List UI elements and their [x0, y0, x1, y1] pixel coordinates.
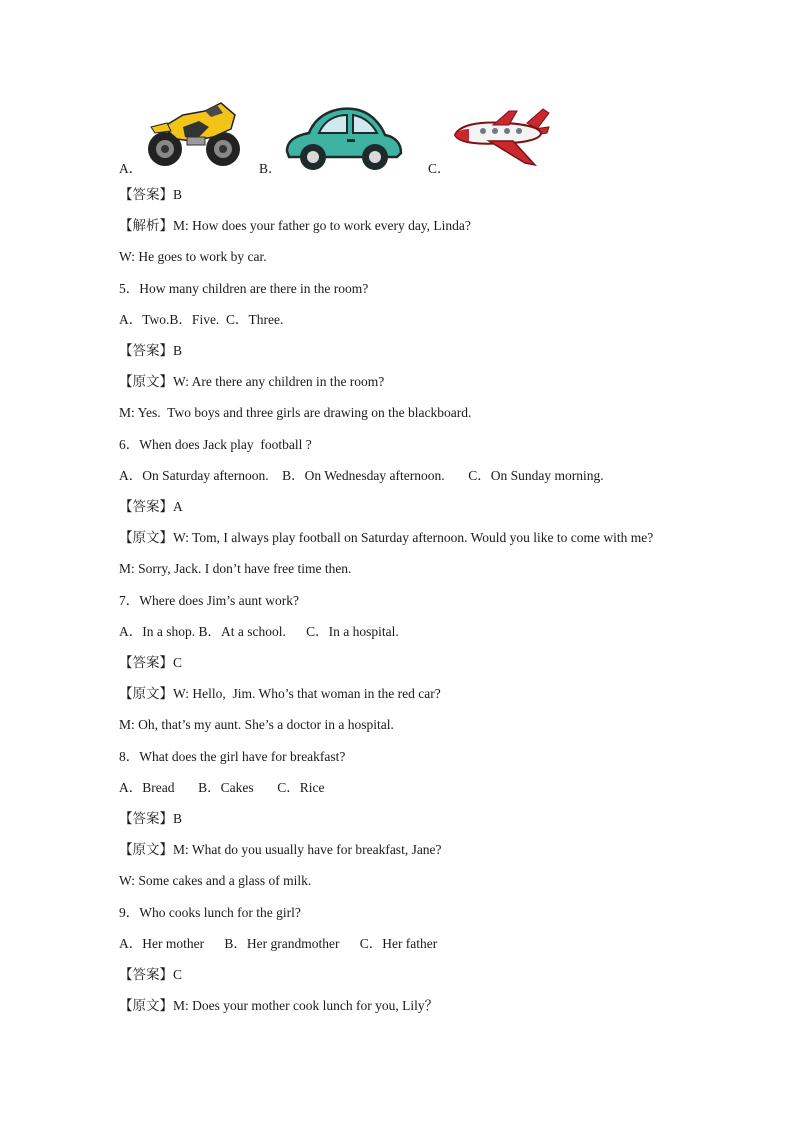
transcript-line-q8: 【原文】M: What do you usually have for breakfast, Jane?	[119, 842, 442, 857]
dialogue-line-q5: M: Yes. Two boys and three girls are drawing on the blackboard.	[119, 405, 472, 420]
answer-line-q7: 【答案】C	[119, 655, 183, 670]
analysis-line-q4: 【解析】M: How does your father go to work every day, Linda?	[119, 218, 471, 233]
option-b-label: B．	[259, 161, 282, 176]
question-9: 9．Who cooks lunch for the girl?	[119, 905, 301, 920]
question-5: 5．How many children are there in the room?	[119, 281, 369, 296]
question-8: 8．What does the girl have for breakfast?	[119, 749, 346, 764]
question-7-options: A．In a shop. B．At a school. C．In a hospital.	[119, 624, 399, 639]
option-a-label: A．	[119, 161, 143, 176]
question-6: 6．When does Jack play football ?	[119, 437, 312, 452]
answer-line-q8: 【答案】B	[119, 811, 183, 826]
question-6-options: A．On Saturday afternoon. B．On Wednesday afternoon. C．On Sunday morning.	[119, 468, 604, 483]
dialogue-line-q6: M: Sorry, Jack. I don’t have free time then.	[119, 561, 352, 576]
dialogue-line-q4: W: He goes to work by car.	[119, 249, 267, 264]
answer-line-q4: 【答案】B	[119, 187, 183, 202]
question-9-options: A．Her mother B．Her grandmother C．Her father	[119, 936, 438, 951]
transcript-line-q7: 【原文】W: Hello, Jim. Who’s that woman in the red car?	[119, 686, 441, 701]
option-c-label: C．	[428, 161, 451, 176]
answer-line-q5: 【答案】B	[119, 343, 183, 358]
question-8-options: A．Bread B．Cakes C．Rice	[119, 780, 325, 795]
transcript-line-q6: 【原文】W: Tom, I always play football on Saturday afternoon. Would you like to come with me?	[119, 530, 654, 545]
answer-line-q6: 【答案】A	[119, 499, 183, 514]
answer-line-q9: 【答案】C	[119, 967, 183, 982]
question-4-picture-options	[119, 95, 679, 175]
transcript-line-q5: 【原文】W: Are there any children in the room?	[119, 374, 385, 389]
car-icon	[281, 101, 405, 173]
motorcycle-icon	[143, 97, 243, 169]
question-7: 7．Where does Jim’s aunt work?	[119, 593, 299, 608]
transcript-line-q9: 【原文】M: Does your mother cook lunch for you, Lily？	[119, 998, 439, 1013]
airplane-icon	[449, 103, 553, 173]
dialogue-line-q7: M: Oh, that’s my aunt. She’s a doctor in a hospital.	[119, 717, 394, 732]
dialogue-line-q8: W: Some cakes and a glass of milk.	[119, 873, 312, 888]
question-5-options: A．Two.B．Five. C．Three.	[119, 312, 284, 327]
